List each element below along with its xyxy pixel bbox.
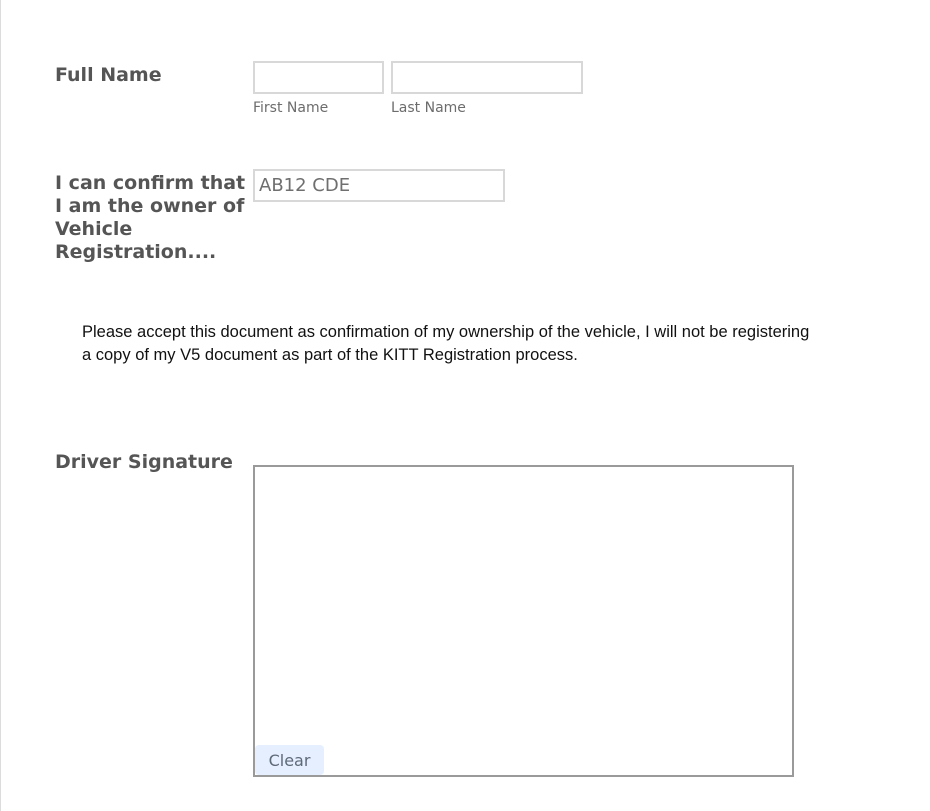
- last-name-input[interactable]: [391, 61, 583, 94]
- ownership-statement: [82, 321, 862, 367]
- signature-pad[interactable]: [253, 465, 794, 777]
- vehicle-registration-input[interactable]: [253, 169, 505, 202]
- page-left-border: [0, 0, 1, 811]
- vehicle-label-line-1: I can confirm that: [55, 172, 246, 194]
- statement-line-2: a copy of my V5 document as part of the KITT Registration process.: [82, 346, 578, 364]
- last-name-sublabel: Last Name: [391, 100, 466, 116]
- clear-signature-button[interactable]: Clear: [255, 745, 324, 775]
- driver-signature-label: Driver Signature: [55, 451, 233, 473]
- statement-line-1: Please accept this document as confirmation of my ownership of the vehicle, I will not be registering: [82, 323, 810, 341]
- first-name-sublabel: First Name: [253, 100, 329, 116]
- first-name-input[interactable]: [253, 61, 384, 94]
- vehicle-label-line-3: Vehicle: [55, 218, 133, 240]
- vehicle-label-line-2: I am the owner of: [55, 195, 245, 217]
- full-name-label: Full Name: [55, 64, 162, 86]
- vehicle-registration-label: [55, 172, 245, 264]
- vehicle-label-line-4: Registration....: [55, 241, 217, 263]
